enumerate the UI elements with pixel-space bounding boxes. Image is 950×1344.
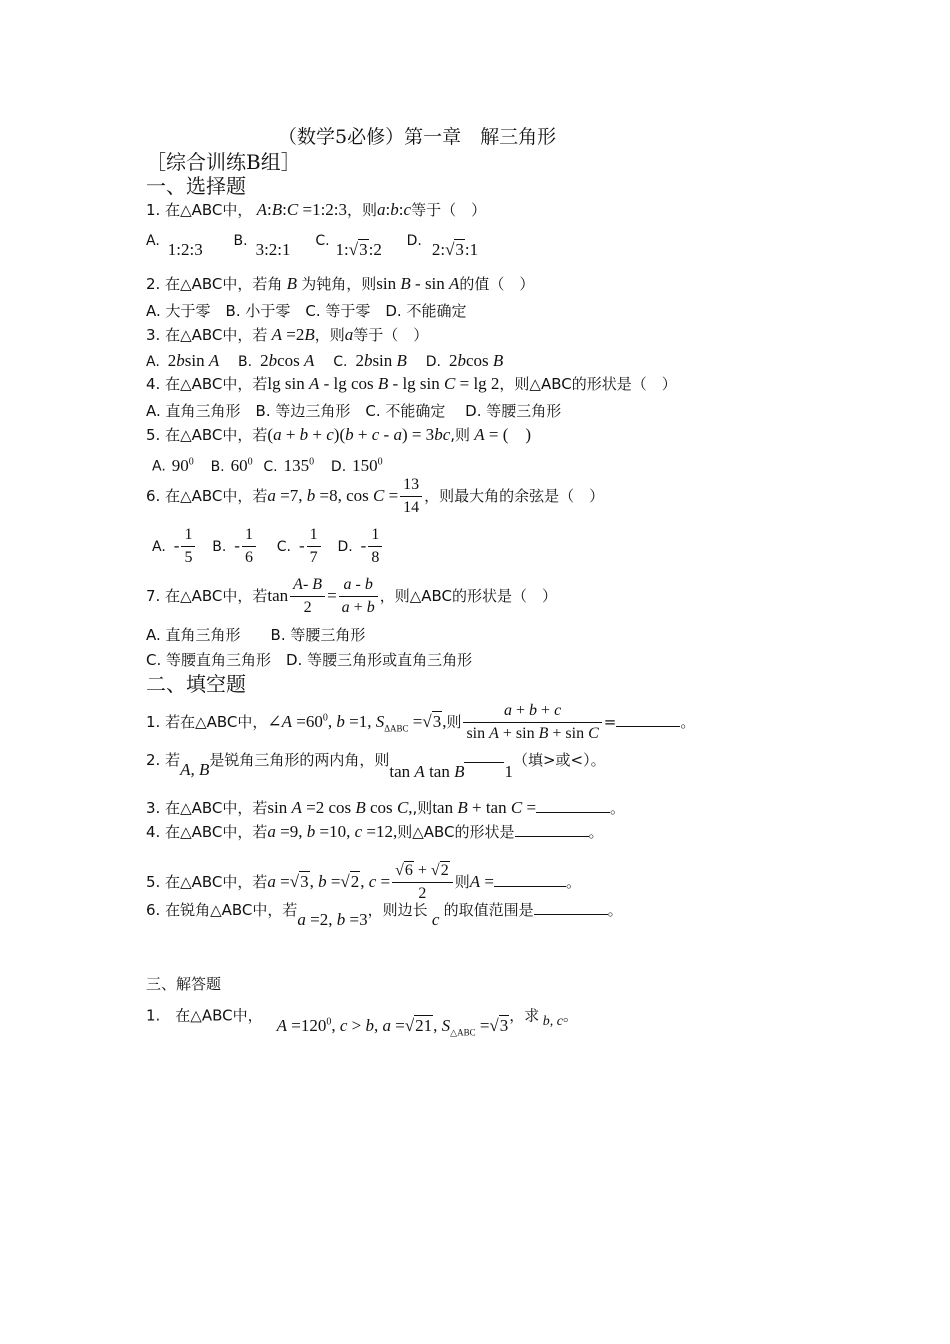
fill-1: 1. 若在△ABC中，∠A $=60^0$, b =1, $S_{\Delta ABC} =√3$,则 $\frac{a + b + c}{\text{sin A + sin B + sin C}}$ = 。 (146, 702, 696, 742)
fill-2: 2. 若A, B是锐角三角形的两内角，则tan A tan B 1（填>或<）。 (146, 750, 606, 770)
question-5-options: A. $90^0$ B. $60^0$ C. $135^0$ D. $150^0$ (152, 455, 383, 475)
question-6-options: A. - $\frac{1}{5}$ B. - $\frac{1}{6}$ C. - $\frac{1}{7}$ D. - $\frac{1}{8}$ (152, 524, 384, 569)
question-1: 1. 在△ABC中， A:B:C =1:2:3，则a:b:c等于（ ） (146, 200, 487, 219)
page-title: （数学5必修）第一章 解三角形 (278, 126, 557, 148)
question-4: 4. 在△ABC中，若lg sin A - lg cos B - lg sin C = lg 2，则△ABC的形状是（ ） (146, 374, 677, 393)
question-3: 3. 在△ABC中，若 A =2B，则a等于（ ） (146, 325, 429, 344)
page-subtitle: ［综合训练B组］ (146, 150, 301, 174)
question-2-options: A. 大于零 B. 小于零 C. 等于零 D. 不能确定 (146, 302, 467, 320)
question-7-options-2: C. 等腰直角三角形 D. 等腰三角形或直角三角形 (146, 651, 473, 669)
section-2-heading: 二、填空题 (146, 672, 246, 696)
question-3-options: A. 2bsin A B. 2bcos A C. 2bsin B D. 2bcos B (146, 351, 504, 370)
section-3-heading: 三、解答题 (146, 975, 222, 993)
question-5: 5. 在△ABC中，若(a + b + c)(b + c - a) = 3bc,则 A = ( ) (146, 425, 532, 444)
fill-4: 4. 在△ABC中，若a =9, b =10, c =12,则△ABC的形状是 。 (146, 822, 604, 841)
question-4-options: A. 直角三角形 B. 等边三角形 C. 不能确定 D. 等腰三角形 (146, 402, 562, 420)
question-1-options: A. 1:2:3 B. 3:2:1 C. 1:√3:2 D. 2:√3:1 (146, 233, 479, 259)
fill-5: 5. 在△ABC中，若a =√3, b =√2, c = $\frac{√6 + √2}{2}$ 则A = 。 (146, 862, 581, 902)
fill-6: 6. 在锐角△ABC中，若a =2, b =3，则边长 c 的取值范围是 。 (146, 901, 623, 929)
section-1-heading: 一、选择题 (146, 174, 246, 198)
question-2: 2. 在△ABC中，若角 B 为钝角，则sin B - sin A的值（ ） (146, 274, 535, 293)
answer-1: 1. 在△ABC中， $A =120^0$, c > b, a =√21, $S_{\triangle ABC} =√3$，求 b, c。 (146, 1006, 579, 1038)
fill-3: 3. 在△ABC中，若sin A =2 cos B cos C,,则tan B + tan C = 。 (146, 798, 626, 817)
question-6: 6. 在△ABC中，若a =7, b =8, cos C = $\frac{13}{14}$ ，则最大角的余弦是（ ） (146, 476, 605, 516)
question-7-options-1: A. 直角三角形 B. 等腰三角形 (146, 626, 366, 644)
question-7: 7. 在△ABC中，若tan $\frac{A- B}{2}$ = $\frac{a - b}{a + b}$ ，则△ABC的形状是（ ） (146, 576, 557, 616)
